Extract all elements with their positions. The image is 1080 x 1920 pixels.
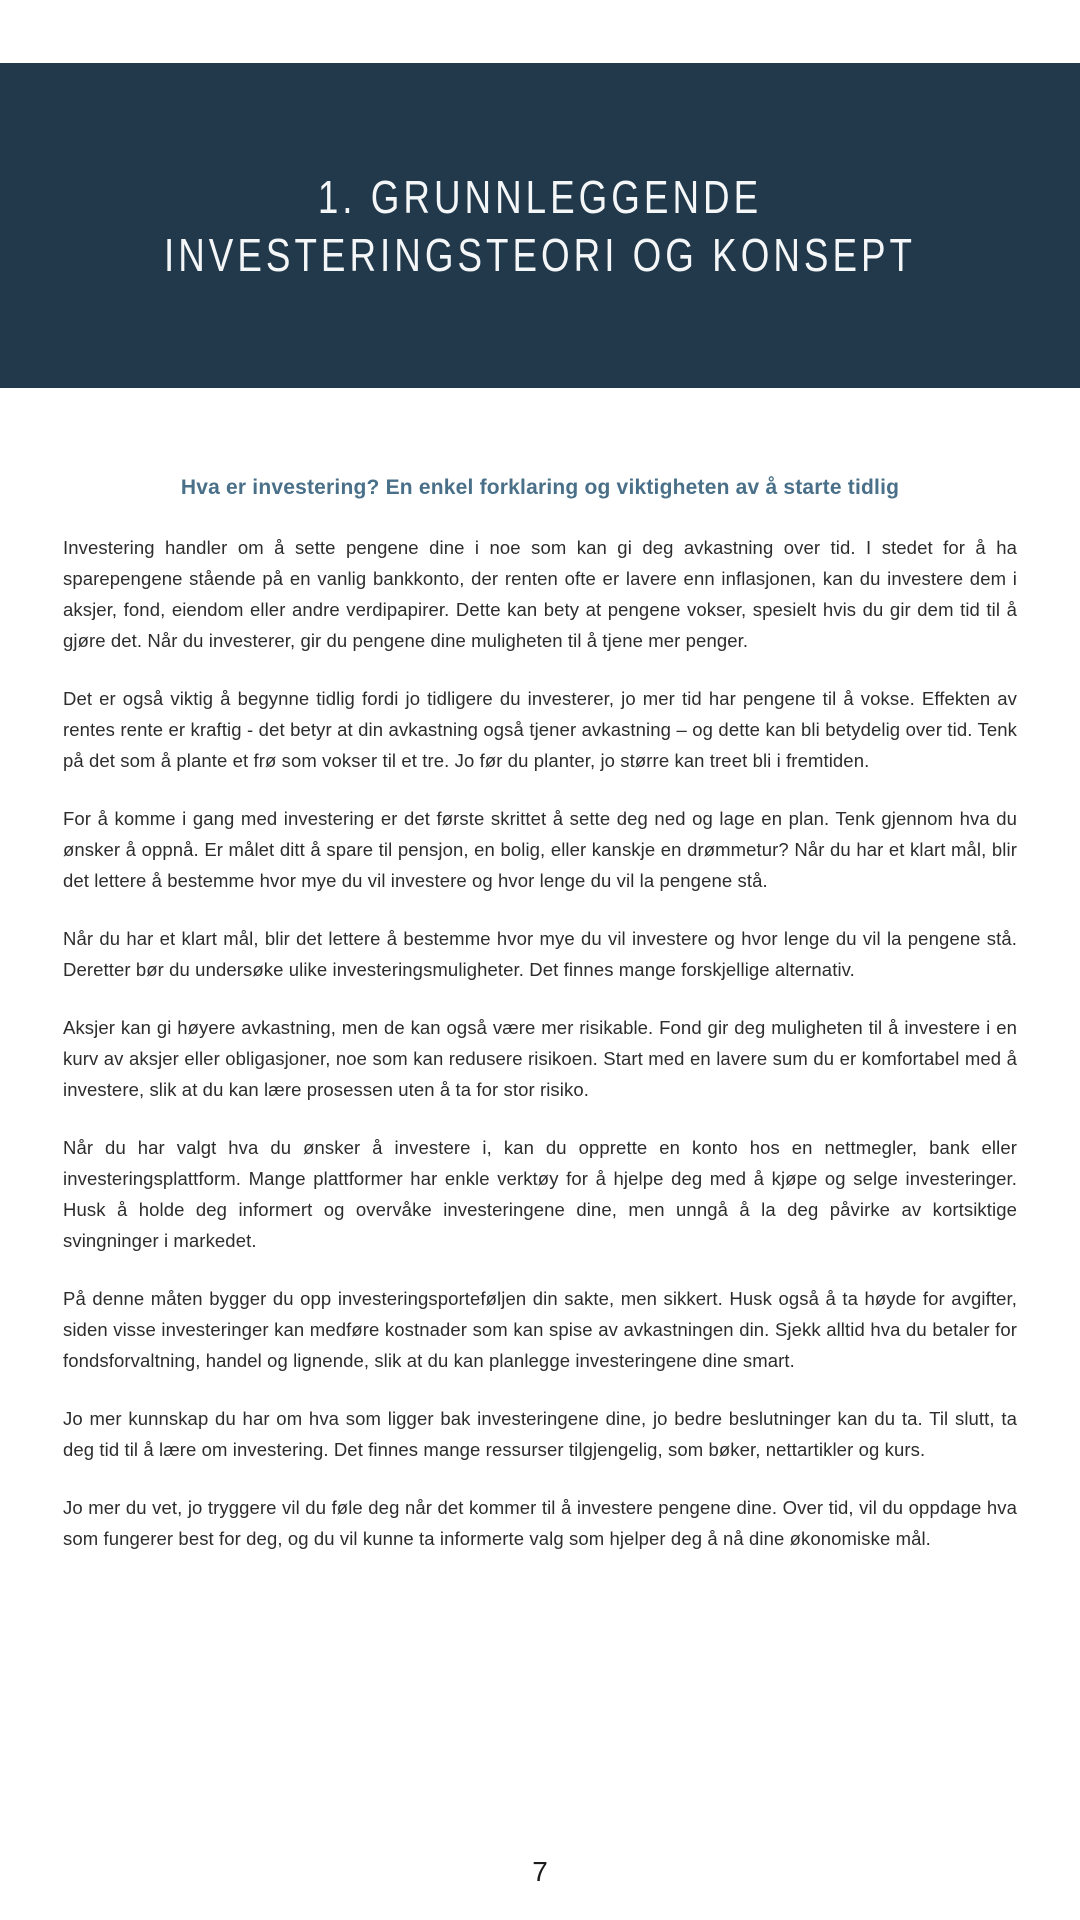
paragraph: Når du har valgt hva du ønsker å investere i, kan du opprette en konto hos en nettmegler, bank eller investeringsplattform. Mange plattformer har enkle verktøy for å hjelpe deg med å kjøpe og selge investeringer. Husk å holde deg informert og overvåke investeringene dine, men unngå å la deg påvirke av kortsiktige svingninger i markedet.: [63, 1137, 1017, 1251]
paragraph: Jo mer du vet, jo tryggere vil du føle deg når det kommer til å investere pengene dine. Over tid, vil du oppdage hva som fungerer best for deg, og du vil kunne ta informerte valg som hjelper deg å nå dine økonomiske mål.: [63, 1497, 1017, 1549]
paragraph: For å komme i gang med investering er det første skrittet å sette deg ned og lage en plan. Tenk gjennom hva du ønsker å oppnå. Er målet ditt å spare til pensjon, en bolig, eller kanskje en drømmetur? Når du har et klart mål, blir det lettere å bestemme hvor mye du vil investere og hvor lenge du vil la pengene stå.: [63, 808, 1017, 891]
chapter-title: [164, 168, 916, 284]
paragraph: Det er også viktig å begynne tidlig fordi jo tidligere du investerer, jo mer tid har pengene til å vokse. Effekten av rentes rente er kraftig - det betyr at din avkastning også tjener avkastning – og dette kan bli betydelig over tid. Tenk på det som å plante et frø som vokser til et tre. Jo før du planter, jo større kan treet bli i fremtiden.: [63, 688, 1017, 771]
paragraph: På denne måten bygger du opp investeringsporteføljen din sakte, men sikkert. Husk også å ta høyde for avgifter, siden visse investeringer kan medføre kostnader som kan spise av avkastningen din. Sjekk alltid hva du betaler for fondsforvaltning, handel og lignende, slik at du kan planlegge investeringene dine smart.: [63, 1288, 1017, 1371]
chapter-title-line-1: 1. GRUNNLEGGENDE: [317, 170, 763, 223]
paragraph: Aksjer kan gi høyere avkastning, men de kan også være mer risikable. Fond gir deg muligheten til å investere i en kurv av aksjer eller obligasjoner, noe som kan redusere risikoen. Start med en lavere sum du er komfortabel med å investere, slik at du kan lære prosessen uten å ta for stor risiko.: [63, 1017, 1017, 1100]
page-content: [0, 388, 1080, 1581]
body-paragraphs: [63, 532, 1017, 1554]
chapter-title-line-2: INVESTERINGSTEORI OG KONSEPT: [163, 228, 916, 281]
section-heading: Hva er investering? En enkel forklaring og viktigheten av å starte tidlig: [180, 476, 900, 499]
paragraph: Investering handler om å sette pengene dine i noe som kan gi deg avkastning over tid. I stedet for å ha sparepengene stående på en vanlig bankkonto, der renten ofte er lavere enn inflasjonen, kan du investere dem i aksjer, fond, eiendom eller andre verdipapirer. Dette kan bety at pengene vokser, spesielt hvis du gir dem tid til å gjøre det. Når du investerer, gir du pengene dine muligheten til å tjene mer penger.: [63, 537, 1017, 651]
page-number: 7: [532, 1856, 548, 1887]
paragraph: Når du har et klart mål, blir det lettere å bestemme hvor mye du vil investere og hvor lenge du vil la pengene stå. Deretter bør du undersøke ulike investeringsmuligheter. Det finnes mange forskjellige alternativ.: [63, 928, 1017, 980]
paragraph: Jo mer kunnskap du har om hva som ligger bak investeringene dine, jo bedre beslutninger kan du ta. Til slutt, ta deg tid til å lære om investering. Det finnes mange ressurser tilgjengelig, som bøker, nettartikler og kurs.: [63, 1408, 1017, 1460]
chapter-banner: [0, 63, 1080, 388]
